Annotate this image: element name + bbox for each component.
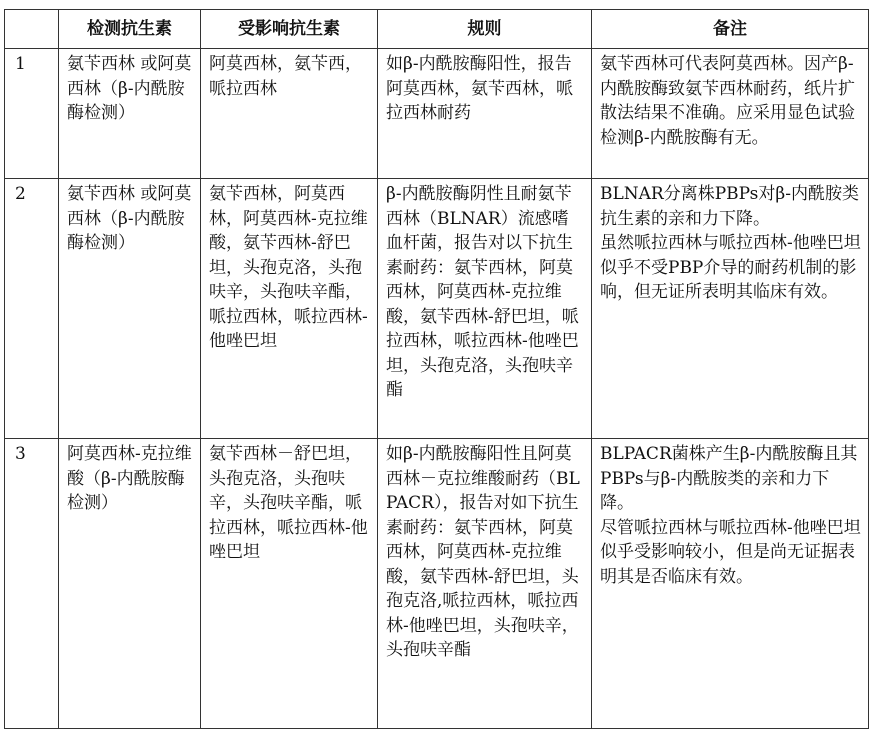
affected-antibiotic-cell: 氨苄西林，阿莫西林，阿莫西林-克拉维酸，氨苄西林-舒巴坦，头孢克洛，头孢呋辛，头孢呋辛酯，哌拉西林，哌拉西林-他唑巴坦 — [201, 179, 378, 439]
row-number: 2 — [5, 179, 59, 439]
rules-table — [4, 9, 869, 729]
table-header — [5, 10, 869, 49]
table-body — [5, 49, 869, 729]
note-paragraph: BLPACR菌株产生β-内酰胺酶且其PBPs与β-内酰胺类的亲和力下降。 — [600, 444, 858, 513]
header-row — [5, 10, 869, 49]
note-cell — [592, 49, 869, 179]
note-paragraph: 尽管哌拉西林与哌拉西林-他唑巴坦似乎受影响较小，但是尚无证据表明其是否临床有效。 — [600, 517, 861, 587]
header-test-antibiotic: 检测抗生素 — [59, 10, 201, 49]
note-paragraph: 氨苄西林可代表阿莫西林。因产β-内酰胺酶致氨苄西林耐药，纸片扩散法结果不准确。应采用显色试验检测β-内酰胺酶有无。 — [600, 54, 855, 148]
table-row — [5, 179, 869, 439]
rule-cell: 如β-内酰胺酶阳性且阿莫西林－克拉维酸耐药（BLPACR），报告对如下抗生素耐药：氨苄西林，阿莫西林，阿莫西林-克拉维酸，氨苄西林-舒巴坦，头孢克洛,哌拉西林，哌拉西林-他唑巴坦，头孢呋辛，头孢呋辛酯 — [378, 439, 592, 729]
note-paragraph: BLNAR分离株PBPs对β-内酰胺类抗生素的亲和力下降。 — [600, 184, 859, 229]
table-row — [5, 439, 869, 729]
test-antibiotic-cell: 氨苄西林 或阿莫西林（β-内酰胺酶检测） — [59, 179, 201, 439]
affected-antibiotic-cell: 阿莫西林，氨苄西，哌拉西林 — [201, 49, 378, 179]
note-cell — [592, 439, 869, 729]
test-antibiotic-cell: 氨苄西林 或阿莫西林（β-内酰胺酶检测） — [59, 49, 201, 179]
rule-cell: 如β-内酰胺酶阳性，报告阿莫西林，氨苄西林，哌拉西林耐药 — [378, 49, 592, 179]
table-row — [5, 49, 869, 179]
header-note: 备注 — [592, 10, 869, 49]
rule-cell: β-内酰胺酶阴性且耐氨苄西林（BLNAR）流感嗜血杆菌，报告对以下抗生素耐药：氨苄西林，阿莫西林，阿莫西林-克拉维酸，氨苄西林-舒巴坦，哌拉西林，哌拉西林-他唑巴坦，头孢克洛，头孢呋辛酯 — [378, 179, 592, 439]
header-index — [5, 10, 59, 49]
header-rule: 规则 — [378, 10, 592, 49]
test-antibiotic-cell: 阿莫西林-克拉维酸（β-内酰胺酶检测） — [59, 439, 201, 729]
affected-antibiotic-cell: 氨苄西林－舒巴坦，头孢克洛，头孢呋辛，头孢呋辛酯，哌拉西林，哌拉西林-他唑巴坦 — [201, 439, 378, 729]
row-number: 1 — [5, 49, 59, 179]
note-paragraph: 虽然哌拉西林与哌拉西林-他唑巴坦似乎不受PBP介导的耐药机制的影响，但无证所表明其临床有效。 — [600, 233, 861, 302]
header-affected-antibiotic: 受影响抗生素 — [201, 10, 378, 49]
note-cell — [592, 179, 869, 439]
row-number: 3 — [5, 439, 59, 729]
